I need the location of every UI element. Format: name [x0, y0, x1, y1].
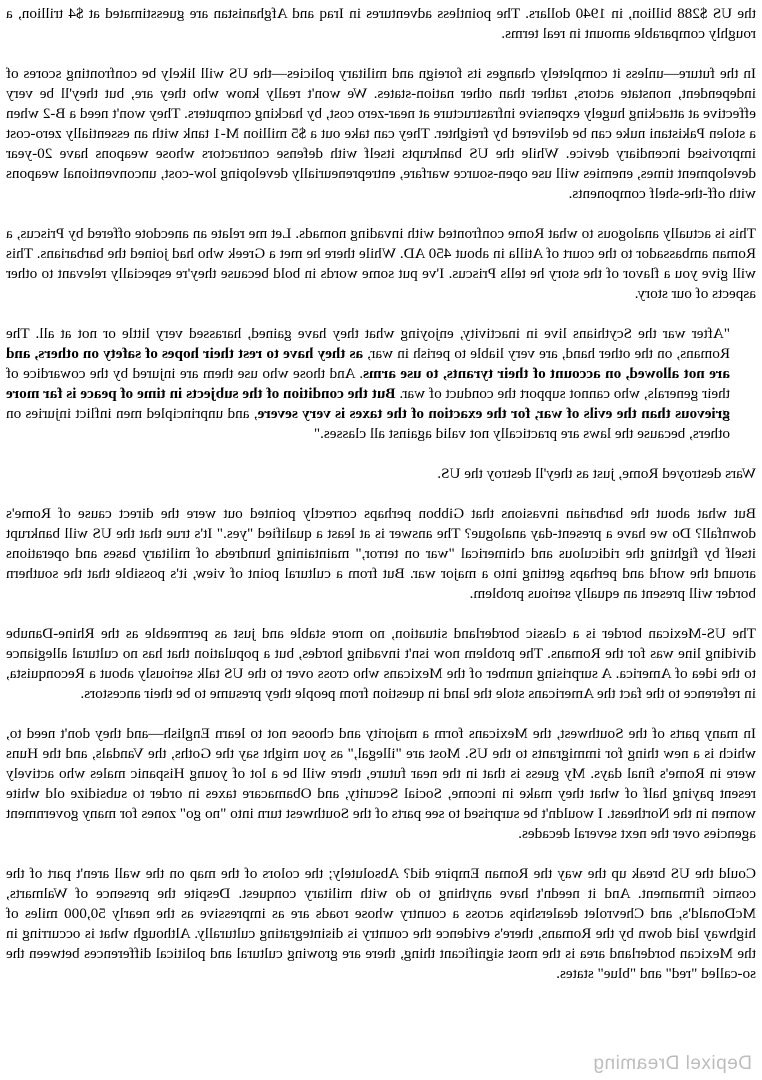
paragraph-future-actors: In the future—unless it completely changes its foreign and military policies—the US will likely be confronting scores of independent, nonstate actors, rather than other nation-states. We won't really know who they are, but they'll be very effective at attacking hugely expensive infrastructure at near-zero cost, by hacking computers. They won't need a B-2 when a stolen Pakistani nuke can be delivered by freighter. They can take out a $5 million M-1 tank with an essentially zero-cost improvised incendiary device. While the US bankrupts itself with defense contractors whose weapons have 20-year development times, enemies will use open-source warfare, entrepreneurially developing low-cost, unconventional weapons with off-the-shelf components.	[6, 65, 756, 202]
article-body	[6, 4, 756, 1004]
paragraph-mexican-border: The US-Mexican border is a classic borderland situation, no more stable and just as permeable as the Rhine-Danube dividing line was for the Romans. The problem now isn't invading hordes, but a population that has no cultural allegiance to the idea of America. A surprising number of the Mexicans who cross over to the US talk seriously about a Reconquista, in reference to the fact the Americans stole the land in question from people they presume to be their ancestors.	[6, 625, 756, 702]
paragraph-rome-analogy: This is actually analogous to what Rome confronted with invading nomads. Let me relate an anecdote offered by Priscus, a Roman ambassador to the court of Atilla in about 450 AD. While there he met a Greek who had joined the barbarians. This will give you a flavor of the story he tells Priscus. I've put some words in bold because they're especially relevant to other aspects of our story.	[6, 225, 756, 302]
quote-text-3: , and unprincipled men inflict injuries on others, because the laws are practically not valid against all classes."	[6, 405, 730, 442]
paragraph-wars-destroyed: Wars destroyed Rome, just as they'll destroy the US.	[437, 465, 756, 482]
quote-bold-2: But the condition of the subjects in time of peace is far more grievous than the evils of war, for the exaction of the taxes is very severe	[6, 385, 730, 422]
paragraph-war-costs: the US $288 billion, in 1940 dollars. The pointless adventures in Iraq and Afghanistan are guesstimated at $4 trillion, a roughly comparable amount in real terms.	[6, 5, 756, 42]
quote-text-1: "After war the Scythians live in inactivity, enjoying what they have gained, harassed very little or not at all. The Romans, on the other hand, are very liable to perish in war,	[6, 325, 730, 362]
quote-text-2: . And those who use them are injured by the cowardice of their generals, who cannot support the conduct of war.	[6, 365, 730, 402]
paragraph-southwest: In many parts of the Southwest, the Mexicans form a majority and choose not to learn English—and they don't need to, which is a new thing for immigrants to the US. Most are "illegal," as you might say the Goths, the Vandals, and the Huns were in Rome's final days. My guess is that in the near future, there will be a lot of young Hispanic males who actively resent paying half of what they make in income, Social Security, and Obamacare taxes in order to subsidize old white women in the Northeast. I wouldn't be surprised to see parts of the Southwest turn into "no go" zones for many government agencies over the next several decades.	[6, 725, 756, 842]
watermark: Depixel Dreaming	[592, 1053, 752, 1074]
priscus-quote	[6, 324, 730, 444]
quote-bold-1: as they have to rest their hopes of safety on others, and are not allowed, on account of their tyrants, to use arms	[6, 345, 730, 382]
paragraph-us-breakup: Could the US break up the way the Roman Empire did? Absolutely; the colors of the map on the wall aren't part of the cosmic firmament. And it needn't have anything to do with military conquest. Despite the presence of Walmarts, McDonald's, and Chevrolet dealerships across a country whose roads are as impressive as the nearly 50,000 miles of highway laid down by the Romans, there's evidence the country is disintegrating culturally. Although what is occurring in the Mexican borderland area is the most significant thing, there are growing cultural and political differences between the so-called "red" and "blue" states.	[6, 865, 756, 982]
paragraph-barbarian-invasions: But what about the barbarian invasions that Gibbon perhaps correctly pointed out were the direct cause of Rome's downfall? Do we have a present-day analogue? The answer is at least a qualified "yes." It's true that the US will bankrupt itself by fighting the ridiculous and chimerical "war on terror," maintaining hundreds of military bases and operations around the world and perhaps getting into a major war. But from a cultural point of view, it's possible that the southern border will present an equally serious problem.	[6, 505, 756, 602]
